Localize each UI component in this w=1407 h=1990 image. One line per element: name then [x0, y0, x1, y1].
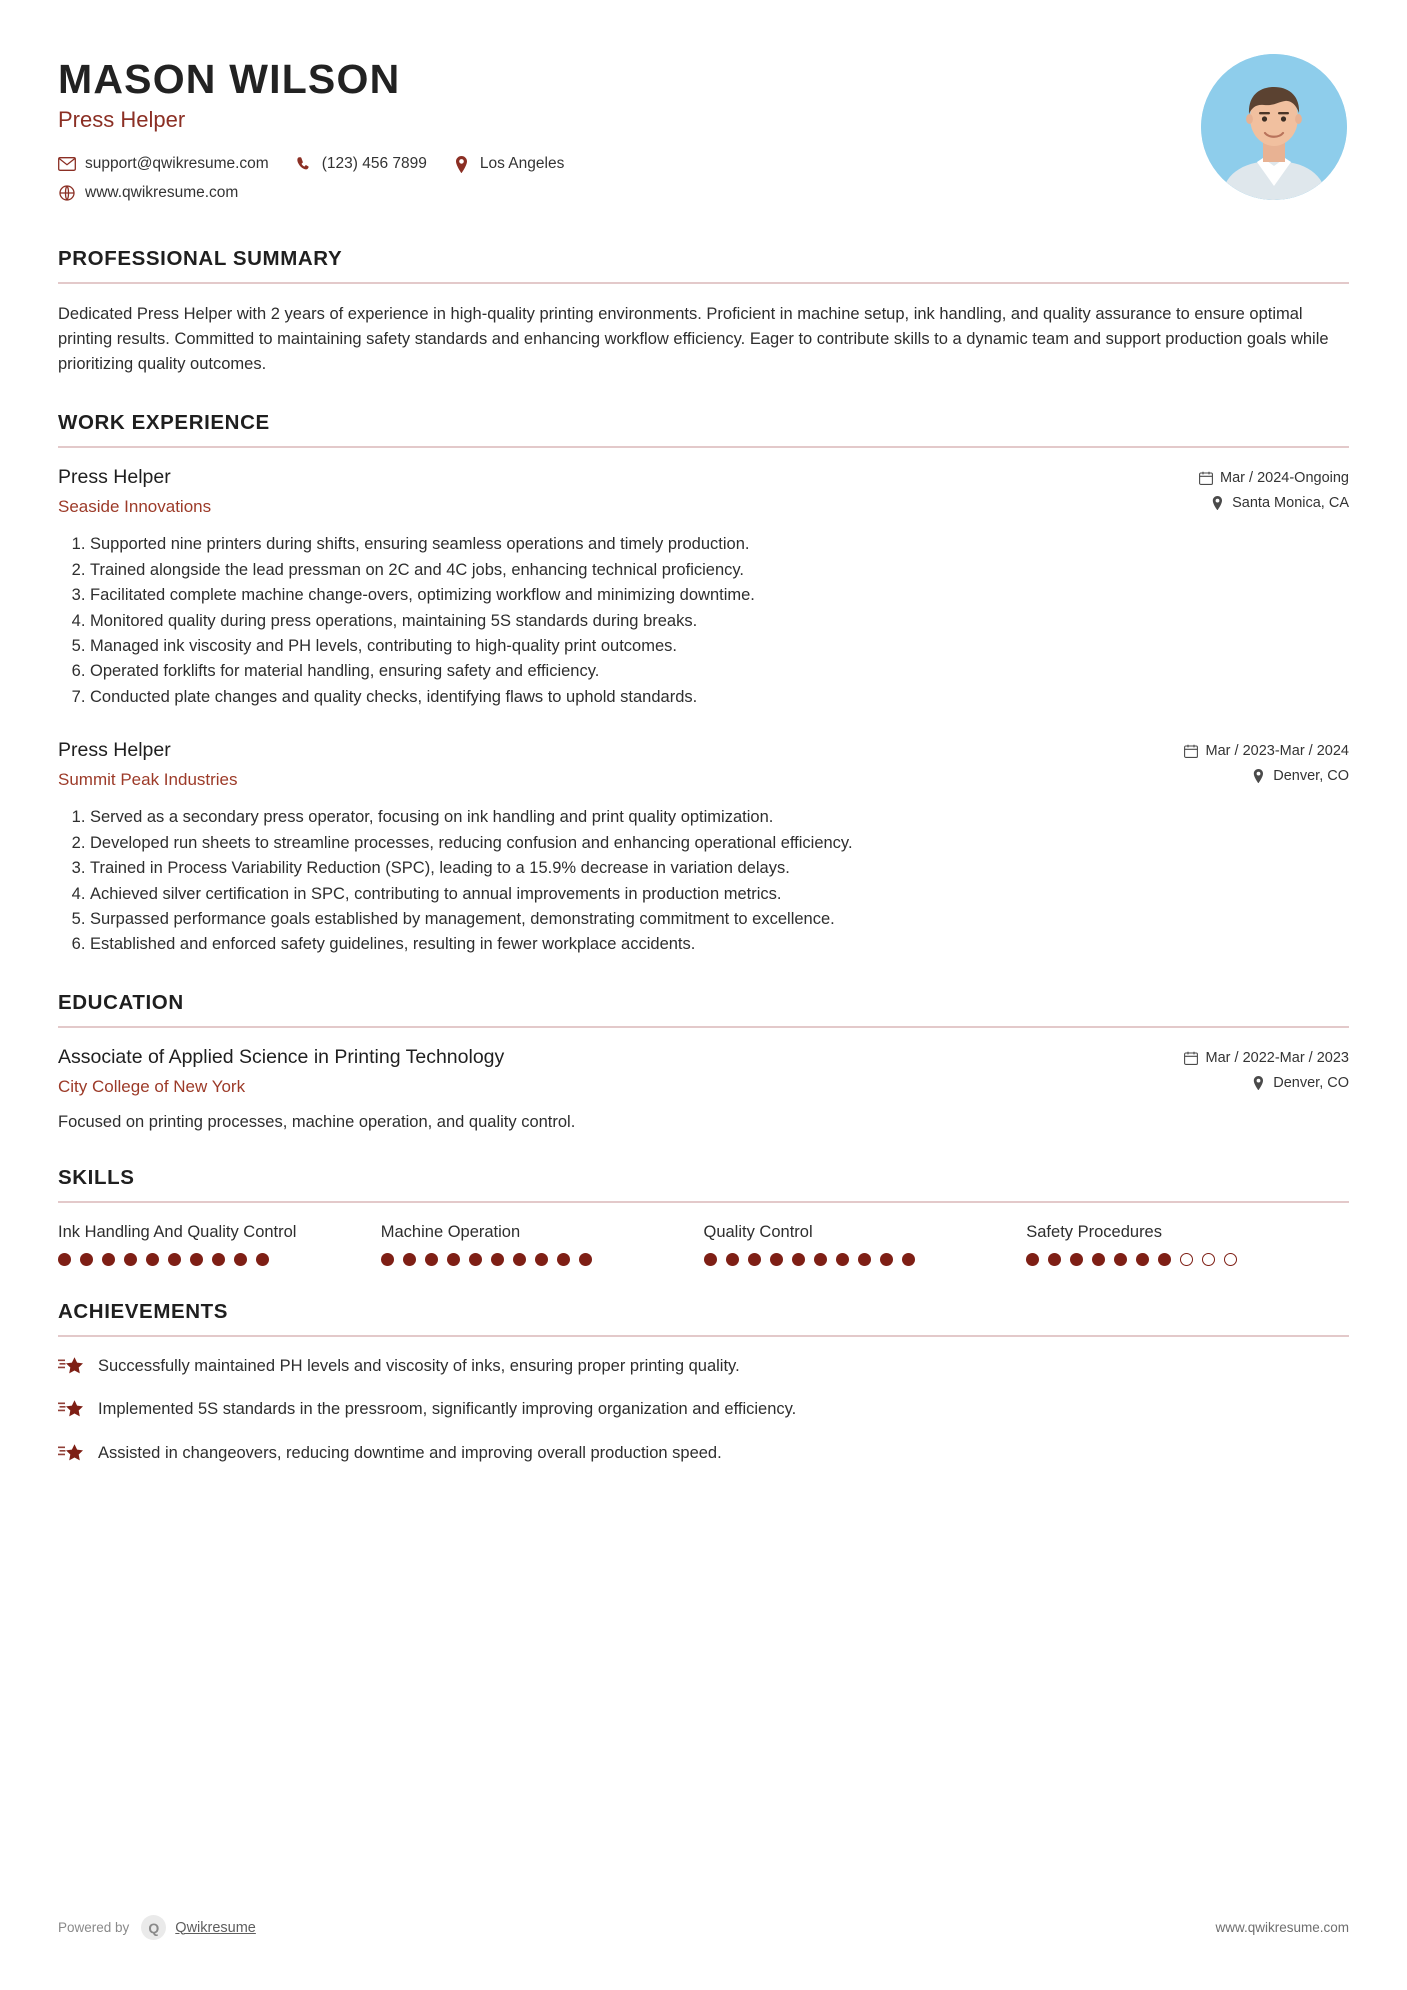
rating-dot-filled [102, 1253, 115, 1266]
rating-dot-filled [579, 1253, 592, 1266]
calendar-icon [1198, 471, 1213, 486]
skills-grid [58, 1221, 1349, 1266]
rating-dot-filled [212, 1253, 225, 1266]
rating-dot-filled [770, 1253, 783, 1266]
rating-dot-filled [403, 1253, 416, 1266]
contact-info [58, 155, 1201, 202]
footer-brand [58, 1915, 256, 1940]
calendar-icon [1184, 744, 1199, 759]
skill-rating [381, 1253, 680, 1266]
map-pin-icon [1251, 1075, 1266, 1090]
footer-website[interactable]: www.qwikresume.com [1215, 1920, 1349, 1935]
contact-email[interactable] [58, 155, 269, 173]
section-professional-summary [58, 247, 1349, 377]
experience-company: Seaside Innovations [58, 497, 212, 517]
rating-dot-empty [1202, 1253, 1215, 1266]
rating-dot-filled [792, 1253, 805, 1266]
achievement-item [58, 1442, 1349, 1464]
rating-dot-filled [858, 1253, 871, 1266]
rating-dot-filled [190, 1253, 203, 1266]
avatar [1201, 54, 1347, 200]
achievement-text: Assisted in changeovers, reducing downtime and improving overall production speed. [98, 1443, 722, 1462]
list-item: 3. Trained in Process Variability Reduction (SPC), leading to a 15.9% decrease in variation delays. [90, 857, 1349, 880]
star-badge-icon [58, 1355, 84, 1377]
rating-dot-filled [381, 1253, 394, 1266]
contact-row-secondary [58, 184, 1201, 202]
rating-dot-filled [704, 1253, 717, 1266]
section-work-experience [58, 411, 1349, 956]
rating-dot-filled [513, 1253, 526, 1266]
skill-label: Ink Handling And Quality Control [58, 1222, 297, 1241]
section-divider [58, 1026, 1349, 1028]
list-item: 2. Developed run sheets to streamline processes, reducing confusion and enhancing operational efficiency. [90, 832, 1349, 855]
map-pin-icon [1251, 769, 1266, 784]
rating-dot-filled [425, 1253, 438, 1266]
summary-text: Dedicated Press Helper with 2 years of experience in high-quality printing environments. Proficient in machine setup, ink handling, and quality assurance to ensure optimal printing results. Committed to maintaining safety standards and enhancing workflow efficiency. Eager to contribute skills to a dynamic team and support production goals while prioritizing quality outcomes. [58, 305, 1329, 374]
star-badge-icon [58, 1398, 84, 1420]
education-dates-text: Mar / 2022-Mar / 2023 [1205, 1049, 1349, 1066]
experience-role: Press Helper [58, 739, 171, 762]
header-text-block [58, 52, 1201, 213]
envelope-icon [58, 155, 76, 173]
section-skills [58, 1166, 1349, 1266]
rating-dot-empty [1180, 1253, 1193, 1266]
skill-rating [58, 1253, 357, 1266]
rating-dot-empty [1224, 1253, 1237, 1266]
map-pin-icon [453, 155, 471, 173]
section-title-education: EDUCATION [58, 990, 184, 1014]
section-title-achievements: ACHIEVEMENTS [58, 1300, 229, 1324]
experience-location-text: Denver, CO [1273, 768, 1349, 785]
rating-dot-filled [836, 1253, 849, 1266]
list-item: 1. Served as a secondary press operator, focusing on ink handling and print quality optimization. [90, 806, 1349, 829]
education-school: City College of New York [58, 1076, 246, 1096]
rating-dot-filled [814, 1253, 827, 1266]
rating-dot-filled [1114, 1253, 1127, 1266]
experience-company: Summit Peak Industries [58, 770, 238, 790]
experience-bullets [58, 533, 1349, 709]
experience-dates [1198, 470, 1349, 486]
rating-dot-filled [1136, 1253, 1149, 1266]
rating-dot-filled [880, 1253, 893, 1266]
contact-phone-text: (123) 456 7899 [321, 155, 427, 173]
rating-dot-filled [535, 1253, 548, 1266]
powered-by-label: Powered by [58, 1920, 130, 1935]
section-title-skills: SKILLS [58, 1165, 135, 1189]
section-divider [58, 446, 1349, 448]
page-footer [58, 1915, 1349, 1940]
experience-entry [58, 739, 1349, 957]
education-description: Focused on printing processes, machine operation, and quality control. [58, 1112, 576, 1131]
phone-icon [295, 155, 313, 173]
map-pin-icon [1210, 496, 1225, 511]
rating-dot-filled [256, 1253, 269, 1266]
skill-label: Quality Control [703, 1222, 813, 1241]
list-item: 4. Monitored quality during press operations, maintaining 5S standards during breaks. [90, 610, 1349, 633]
rating-dot-filled [1048, 1253, 1061, 1266]
list-item: 6. Operated forklifts for material handling, ensuring safety and efficiency. [90, 660, 1349, 683]
education-location [1184, 1075, 1349, 1091]
qwikresume-logo-icon: Q [141, 1915, 166, 1940]
contact-row-primary [58, 155, 1201, 173]
contact-phone[interactable] [295, 155, 427, 173]
skill-item [58, 1221, 381, 1266]
achievement-item [58, 1398, 1349, 1420]
rating-dot-filled [1158, 1253, 1171, 1266]
rating-dot-filled [80, 1253, 93, 1266]
section-title-summary: PROFESSIONAL SUMMARY [58, 247, 343, 271]
list-item: 7. Conducted plate changes and quality checks, identifying flaws to uphold standards. [90, 686, 1349, 709]
skill-item [1026, 1221, 1349, 1266]
qwikresume-link[interactable]: Qwikresume [175, 1919, 256, 1936]
experience-location [1184, 768, 1349, 784]
experience-dates-text: Mar / 2023-Mar / 2024 [1205, 743, 1349, 760]
education-degree: Associate of Applied Science in Printing Technology [58, 1045, 505, 1068]
achievement-item [58, 1355, 1349, 1377]
section-title-experience: WORK EXPERIENCE [58, 411, 270, 435]
section-education [58, 991, 1349, 1132]
contact-email-text: support@qwikresume.com [85, 155, 269, 173]
rating-dot-filled [748, 1253, 761, 1266]
section-divider [58, 1335, 1349, 1337]
experience-role: Press Helper [58, 466, 171, 489]
rating-dot-filled [58, 1253, 71, 1266]
skill-rating [704, 1253, 1003, 1266]
star-badge-icon [58, 1442, 84, 1464]
list-item: 2. Trained alongside the lead pressman on 2C and 4C jobs, enhancing technical proficiency. [90, 559, 1349, 582]
skill-label: Safety Procedures [1026, 1222, 1162, 1241]
rating-dot-filled [146, 1253, 159, 1266]
education-dates [1184, 1050, 1349, 1066]
section-achievements [58, 1300, 1349, 1464]
skill-label: Machine Operation [380, 1222, 521, 1241]
rating-dot-filled [726, 1253, 739, 1266]
experience-dates [1184, 743, 1349, 759]
section-divider [58, 1201, 1349, 1203]
experience-bullets [58, 806, 1349, 957]
calendar-icon [1184, 1050, 1199, 1065]
education-entry [58, 1046, 1349, 1132]
education-location-text: Denver, CO [1273, 1074, 1349, 1091]
contact-website-text: www.qwikresume.com [85, 184, 239, 202]
globe-icon [58, 184, 76, 202]
resume-header [58, 52, 1349, 213]
contact-location [453, 155, 564, 173]
skill-item [704, 1221, 1027, 1266]
list-item: 3. Facilitated complete machine change-overs, optimizing workflow and minimizing downtime. [90, 584, 1349, 607]
list-item: 5. Managed ink viscosity and PH levels, contributing to high-quality print outcomes. [90, 635, 1349, 658]
rating-dot-filled [168, 1253, 181, 1266]
skill-item [381, 1221, 704, 1266]
rating-dot-filled [1070, 1253, 1083, 1266]
achievement-text: Implemented 5S standards in the pressroom, significantly improving organization and efficiency. [98, 1400, 797, 1419]
rating-dot-filled [557, 1253, 570, 1266]
list-item: 6. Established and enforced safety guidelines, resulting in fewer workplace accidents. [90, 933, 1349, 956]
avatar-wrapper [1201, 52, 1349, 200]
list-item: 5. Surpassed performance goals established by management, demonstrating commitment to excellence. [90, 908, 1349, 931]
contact-location-text: Los Angeles [479, 155, 565, 173]
rating-dot-filled [902, 1253, 915, 1266]
experience-location [1198, 495, 1349, 511]
contact-website[interactable] [58, 184, 238, 202]
rating-dot-filled [1092, 1253, 1105, 1266]
experience-location-text: Santa Monica, CA [1232, 495, 1349, 512]
rating-dot-filled [124, 1253, 137, 1266]
header-job-title: Press Helper [58, 107, 186, 133]
page-title: MASON WILSON [58, 56, 401, 102]
skill-rating [1026, 1253, 1325, 1266]
rating-dot-filled [1026, 1253, 1039, 1266]
achievement-text: Successfully maintained PH levels and viscosity of inks, ensuring proper printing quality. [98, 1357, 740, 1376]
rating-dot-filled [447, 1253, 460, 1266]
experience-dates-text: Mar / 2024-Ongoing [1220, 470, 1349, 487]
experience-entry [58, 466, 1349, 709]
section-divider [58, 282, 1349, 284]
rating-dot-filled [234, 1253, 247, 1266]
rating-dot-filled [491, 1253, 504, 1266]
list-item: 1. Supported nine printers during shifts, ensuring seamless operations and timely production. [90, 533, 1349, 556]
list-item: 4. Achieved silver certification in SPC, contributing to annual improvements in production metrics. [90, 883, 1349, 906]
rating-dot-filled [469, 1253, 482, 1266]
